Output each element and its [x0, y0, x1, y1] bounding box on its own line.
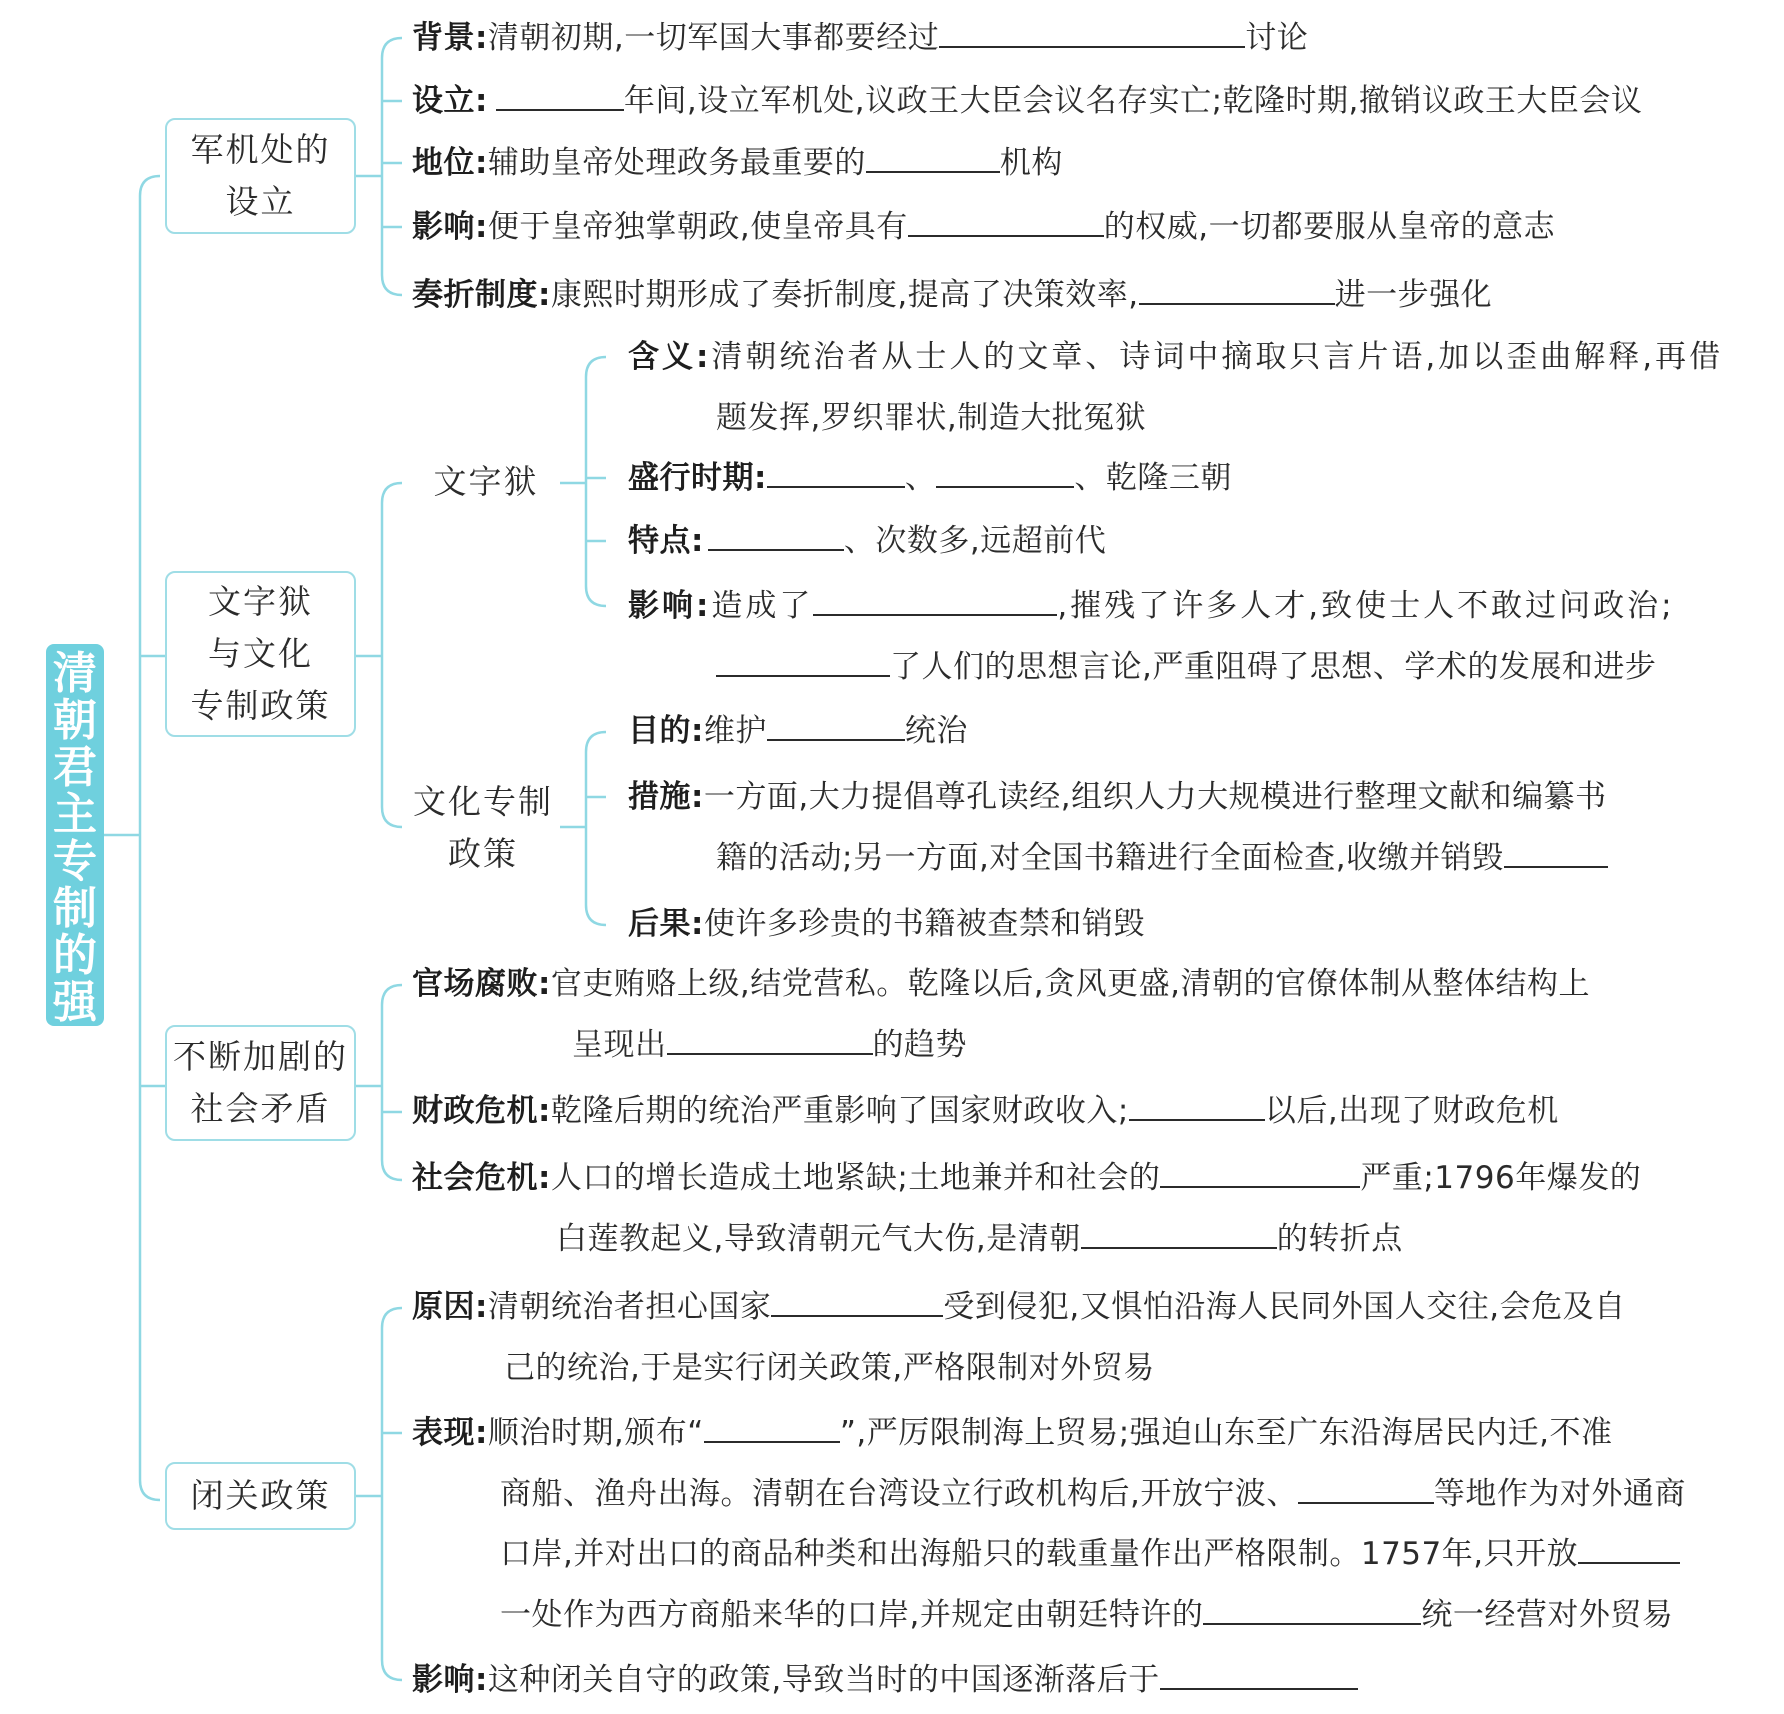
- answer-blank: [936, 450, 1074, 488]
- item-key: 社会危机:: [412, 1160, 551, 1196]
- item-beijing: [412, 8, 1308, 69]
- item-text: 便于皇帝独掌朝政,使皇帝具有: [487, 209, 908, 245]
- answer-blank: [1160, 1150, 1360, 1188]
- item-key: 原因:: [412, 1289, 488, 1325]
- item-text: 白莲教起义,导致清朝元气大伤,是清朝: [556, 1221, 1081, 1257]
- item-text: 康熙时期形成了奏折制度,提高了决策效率,: [550, 277, 1139, 313]
- item-key: 影响:: [412, 1662, 488, 1698]
- answer-blank: [496, 73, 624, 111]
- item-text: 呈现出: [572, 1027, 667, 1063]
- item-key: 后果:: [628, 906, 704, 942]
- item-text: 人口的增长造成土地紧缺;土地兼并和社会的: [550, 1160, 1161, 1196]
- item-text: 使许多珍贵的书籍被查禁和销毁: [703, 906, 1145, 942]
- item-shengxing: [628, 448, 1232, 509]
- root-char: 强: [53, 977, 97, 1028]
- answer-blank: [667, 1017, 873, 1055]
- item-hanyi: [628, 327, 1723, 388]
- item-diwei: [412, 133, 1063, 194]
- item-text: 顺治时期,颁布“: [487, 1415, 704, 1451]
- item-text: 统治: [904, 713, 968, 749]
- item-text: 的转折点: [1276, 1221, 1403, 1257]
- answer-blank: [1578, 1526, 1680, 1564]
- item-key: 地位:: [412, 145, 488, 181]
- item-hanyi-cont: 题发挥,罗织罪状,制造大批冤狱: [716, 400, 1147, 436]
- item-zouzhe: [412, 265, 1492, 326]
- item-key: 特点:: [628, 523, 704, 559]
- item-key: 措施:: [628, 779, 704, 815]
- item-yuanyin: [412, 1277, 1626, 1338]
- answer-blank: [767, 703, 905, 741]
- root-char: 专: [53, 836, 97, 887]
- item-text: 口岸,并对出口的商品种类和出海船只的载重量作出严格限制。1757年,只开放: [500, 1536, 1579, 1572]
- sub-wenhua-zhuanzhi: [406, 776, 560, 880]
- item-key: 目的:: [628, 713, 704, 749]
- item-text: 造成了: [711, 588, 814, 624]
- answer-blank: [939, 10, 1245, 48]
- answer-blank: [1504, 830, 1608, 868]
- item-key: 设立:: [412, 83, 488, 119]
- answer-blank: [1203, 1587, 1421, 1625]
- sub-title-line: 文字狱: [433, 462, 539, 501]
- item-guanchang: [412, 954, 1590, 1015]
- answer-blank: [1139, 267, 1335, 305]
- item-text: 等地作为对外通商: [1433, 1476, 1686, 1512]
- item-key: 财政危机:: [412, 1093, 551, 1129]
- item-text: 维护: [703, 713, 767, 749]
- item-text: 统一经营对外贸易: [1421, 1597, 1674, 1633]
- answer-blank: [716, 639, 890, 677]
- answer-blank: [708, 513, 844, 551]
- answer-blank: [1160, 1652, 1358, 1690]
- root-char: 朝: [53, 695, 97, 746]
- root-title: [46, 644, 104, 1075]
- item-text: 官吏贿赂上级,结党营私。乾隆以后,贪风更盛,清朝的官僚体制从整体结构上: [550, 966, 1590, 1002]
- item-key: 官场腐败:: [412, 966, 551, 1002]
- item-text: 辅助皇帝处理政务最重要的: [487, 145, 866, 181]
- item-text: 的权威,一切都要服从皇帝的意志: [1103, 209, 1556, 245]
- answer-blank: [771, 1279, 943, 1317]
- item-key: 表现:: [412, 1415, 488, 1451]
- item-biaoxian-line4: [500, 1585, 1673, 1646]
- item-text: 机构: [999, 145, 1063, 181]
- root-char: 制: [53, 883, 97, 934]
- sub-title-line: 文化专制: [413, 782, 553, 821]
- answer-blank: [866, 135, 1000, 173]
- item-text: 一方面,大力提倡尊孔读经,组织人力大规模进行整理文献和编纂书: [703, 779, 1607, 815]
- item-biaoxian-line3: [500, 1524, 1680, 1585]
- item-text: 进一步强化: [1334, 277, 1493, 313]
- item-sheli: [412, 71, 1642, 132]
- item-text: 清朝初期,一切军国大事都要经过: [487, 20, 940, 56]
- item-biaoxian: [412, 1403, 1613, 1464]
- root-char: 君: [53, 742, 97, 793]
- root-char: 的: [53, 930, 97, 981]
- item-text: 乾隆后期的统治严重影响了国家财政收入;: [550, 1093, 1129, 1129]
- item-caizheng: [412, 1081, 1559, 1142]
- branch-title-line: 不断加剧的: [173, 1037, 348, 1076]
- item-tedian: [628, 511, 1106, 572]
- item-shehui: [412, 1148, 1641, 1209]
- item-yingxiang-2: [628, 576, 1675, 637]
- item-text: 清朝统治者从士人的文章、诗词中摘取只言片语,加以歪曲解释,再借: [711, 339, 1724, 375]
- item-text: ”,严厉限制海上贸易;强迫山东至广东沿海居民内迁,不准: [839, 1415, 1613, 1451]
- item-text: 讨论: [1245, 20, 1309, 56]
- answer-blank: [908, 199, 1104, 237]
- branch-title-line: 闭关政策: [190, 1476, 331, 1515]
- item-houguo: [628, 894, 1145, 955]
- item-text: 商船、渔舟出海。清朝在台湾设立行政机构后,开放宁波、: [500, 1476, 1298, 1512]
- root-char: 清: [53, 648, 97, 699]
- branch-title-line: 社会矛盾: [190, 1089, 331, 1128]
- item-text: 、次数多,远超前代: [843, 523, 1107, 559]
- branch-junjichu: [165, 118, 356, 234]
- branch-title-line: 文字狱: [208, 582, 313, 621]
- item-yingxiang-2-cont: [716, 637, 1656, 698]
- branch-shehui-maodun: [165, 1025, 356, 1141]
- item-cuoshi-cont: [716, 828, 1608, 889]
- item-text: 清朝统治者担心国家: [487, 1289, 772, 1325]
- item-text: 籍的活动;另一方面,对全国书籍进行全面检查,收缴并销毁: [716, 840, 1504, 876]
- answer-blank: [704, 1405, 840, 1443]
- item-yuanyin-cont: 己的统治,于是实行闭关政策,严格限制对外贸易: [504, 1350, 1155, 1386]
- item-text: 的趋势: [872, 1027, 967, 1063]
- answer-blank: [1081, 1211, 1277, 1249]
- branch-title-line: 设立: [225, 182, 296, 221]
- item-cuoshi: [628, 767, 1607, 828]
- item-key: 影响:: [412, 209, 488, 245]
- item-text: 以后,出现了财政危机: [1264, 1093, 1559, 1129]
- item-text: 这种闭关自守的政策,导致当时的中国逐渐落后于: [487, 1662, 1160, 1698]
- item-key: 奏折制度:: [412, 277, 551, 313]
- item-shehui-cont: [556, 1209, 1403, 1270]
- root-char: 主: [53, 789, 97, 840]
- branch-wenziyu: [165, 571, 356, 737]
- branch-title-line: 与文化: [208, 634, 313, 673]
- answer-blank: [767, 450, 905, 488]
- branch-title-line: 军机处的: [190, 130, 331, 169]
- sub-title-line: 政策: [448, 834, 518, 873]
- item-yingxiang-4: [412, 1650, 1358, 1711]
- branch-title-line: 专制政策: [190, 686, 331, 725]
- answer-blank: [813, 578, 1057, 616]
- item-key: 背景:: [412, 20, 488, 56]
- item-key: 盛行时期:: [628, 460, 767, 496]
- item-yingxiang-1: [412, 197, 1555, 258]
- item-key: 影响:: [628, 588, 712, 624]
- root-char: 化: [53, 1024, 97, 1075]
- item-text: 年间,设立军机处,议政王大臣会议名存实亡;乾隆时期,撤销议政王大臣会议: [623, 83, 1643, 119]
- answer-blank: [1298, 1466, 1434, 1504]
- item-text: 一处作为西方商船来华的口岸,并规定由朝廷特许的: [500, 1597, 1204, 1633]
- item-text: 受到侵犯,又惧怕沿海人民同外国人交往,会危及自: [943, 1289, 1626, 1325]
- item-biaoxian-line2: [500, 1464, 1686, 1525]
- item-text: 、乾隆三朝: [1074, 460, 1232, 496]
- item-text: 了人们的思想言论,严重阻碍了思想、学术的发展和进步: [890, 649, 1657, 685]
- item-key: 含义:: [628, 339, 712, 375]
- sub-wenziyu: [412, 456, 560, 508]
- item-text: 、: [904, 460, 937, 496]
- branch-biguan: [165, 1462, 356, 1530]
- answer-blank: [1129, 1083, 1265, 1121]
- item-mudi: [628, 701, 968, 762]
- item-text: 严重;1796年爆发的: [1360, 1160, 1642, 1196]
- item-text: ,摧残了许多人才,致使士人不敢过问政治;: [1057, 588, 1675, 624]
- item-guanchang-cont: [572, 1015, 967, 1076]
